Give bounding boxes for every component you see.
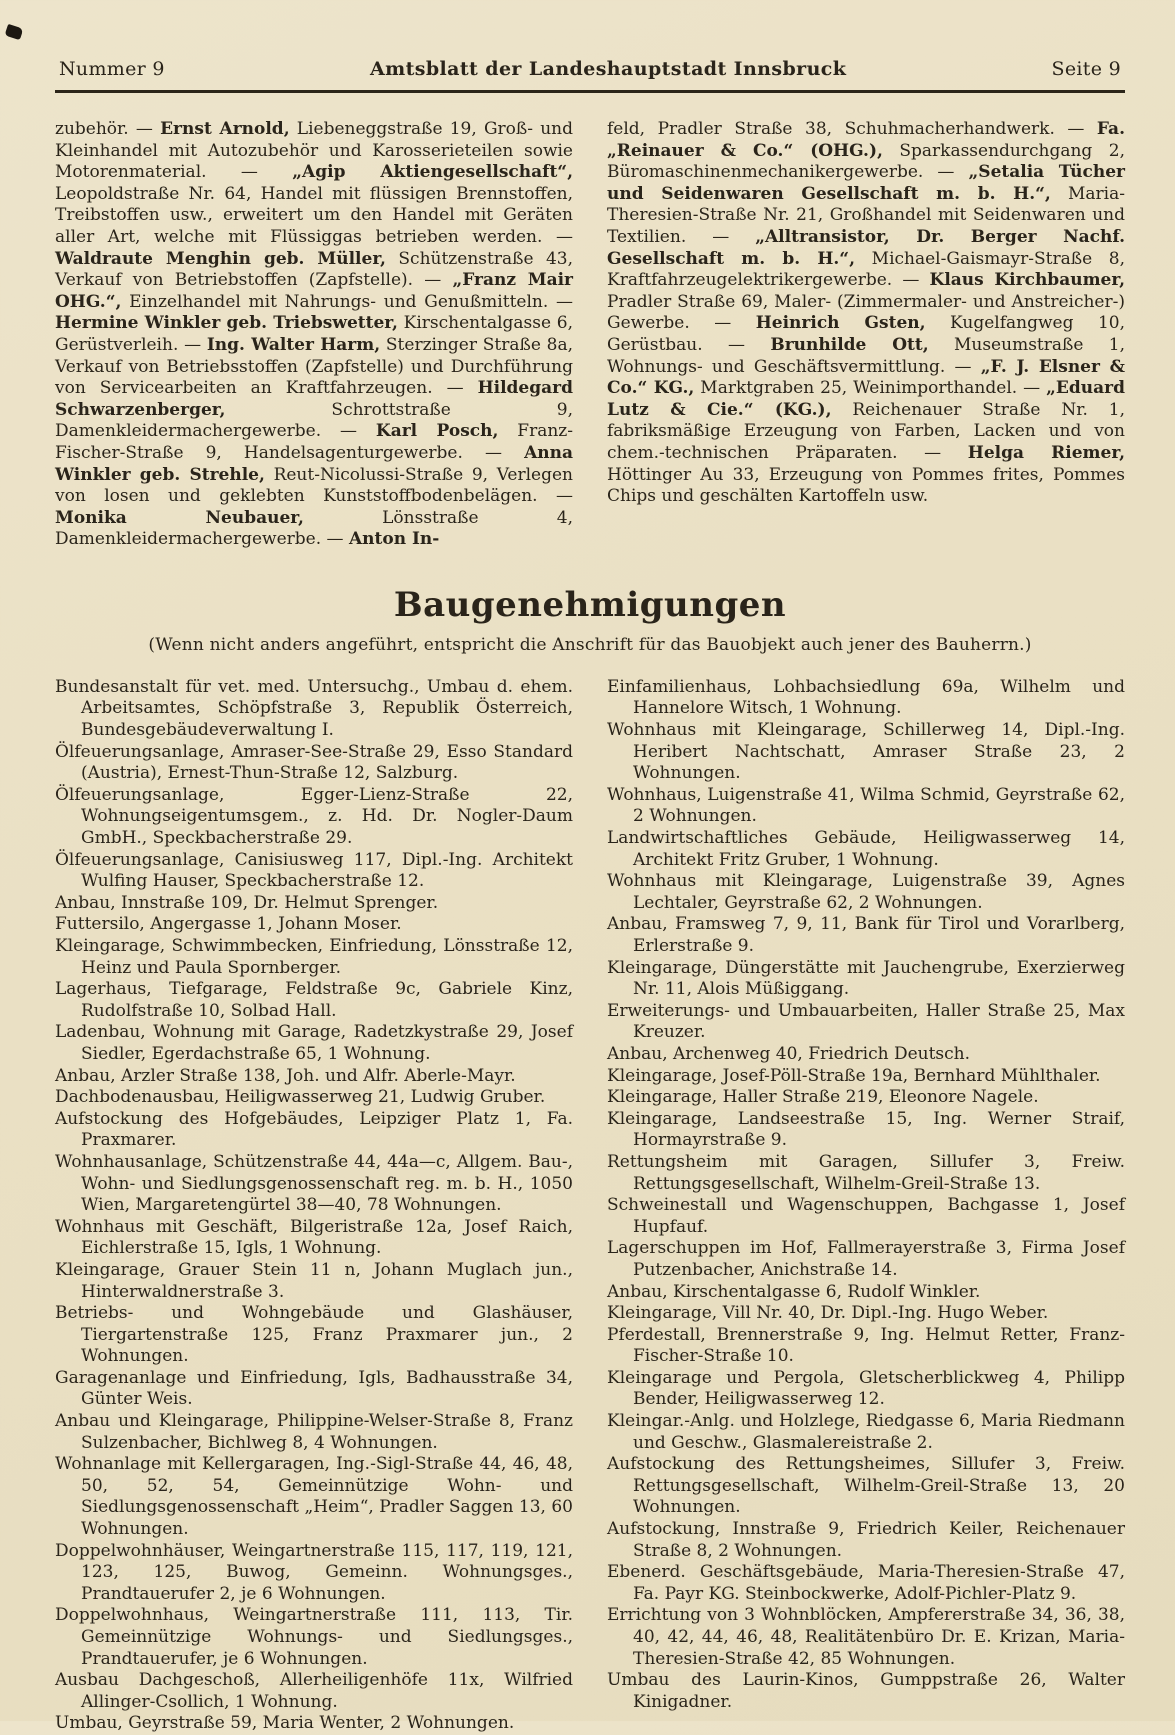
registrant-name: Klaus Kirchbaumer, — [929, 270, 1126, 291]
permits-section — [55, 677, 1125, 1735]
permit-entry: Ölfeuerungsanlage, Egger-Lienz-Straße 22, Wohnungseigentumsgem., z. Hd. Dr. Nogler-Daum GmbH., Speckbacherstraße 29. — [55, 784, 573, 849]
registration-text: Einzelhandel mit Nahrungs- und Genußmitteln. — — [121, 291, 573, 312]
permit-entry: Aufstockung, Innstraße 9, Friedrich Keiler, Reichenauer Straße 8, 2 Wohnungen. — [607, 1519, 1125, 1561]
permits-section-header — [55, 585, 1125, 655]
permit-entry: Garagenanlage und Einfriedung, Igls, Badhausstraße 34, Günter Weis. — [55, 1367, 573, 1410]
gazette-title: Amtsblatt der Landeshauptstadt Innsbruck — [369, 58, 847, 80]
registrant-name: Fa. „Reinauer & Co.“ (OHG.), — [607, 119, 1125, 161]
permit-entry: Dachbodenausbau, Heiligwasserweg 21, Ludwig Gruber. — [55, 1087, 546, 1108]
registration-text: Maria-Theresien-Straße Nr. 21, Großhandel mit Seidenwaren und Textilien. — — [607, 183, 1126, 247]
permit-entry: Kleingarage und Pergola, Gletscherblickweg 4, Philipp Bender, Heiligwasserweg 12. — [607, 1367, 1125, 1410]
registration-text: Museumstraße 1, Wohnungs- und Geschäftsvermittlung. — — [607, 334, 1125, 377]
permit-entry: Betriebs- und Wohngebäude und Glashäuser, Tiergartenstraße 125, Franz Praxmarer jun., 2 Wohnungen. — [55, 1303, 573, 1367]
registration-text: Sterzinger Straße 8a, Verkauf von Betriebsstoffen (Zapfstelle) und Durchführung von Servicearbeiten an Kraftfahrzeugen. — — [55, 334, 573, 399]
permit-entry: Anbau und Kleingarage, Philippine-Welser-Straße 8, Franz Sulzenbacher, Bichlweg 8, 4 Wohnungen. — [55, 1411, 573, 1453]
permit-entry: Wohnhausanlage, Schützenstraße 44, 44a—c, Allgem. Bau-, Wohn- und Siedlungsgenossenschaft reg. m. b. H., 1050 Wien, Margaretengürtel 38—40, 78 Wohnungen. — [55, 1151, 573, 1216]
permit-entry: Doppelwohnhäuser, Weingartnerstraße 115, 117, 119, 121, 123, 125, Buwog, Gemeinn. Wohnungsges., Prandtauerufer 2, je 6 Wohnungen. — [55, 1540, 573, 1604]
permits-right-column — [607, 677, 1125, 1735]
registrations-right-paragraph — [607, 119, 1125, 508]
registrant-name: Hermine Winkler geb. Triebswetter, — [55, 313, 398, 334]
registrant-name: Helga Riemer, — [967, 442, 1125, 463]
permit-entry: Kleingarage, Düngerstätte mit Jauchengrube, Exerzierweg Nr. 11, Alois Müßiggang. — [607, 957, 1125, 1000]
registration-text: Lönsstraße 4, Damenkleidermachergewerbe. — — [55, 507, 573, 550]
permit-entry: Ausbau Dachgeschoß, Allerheiligenhöfe 11x, Wilfried Allinger-Csollich, 1 Wohnung. — [55, 1670, 573, 1712]
registrant-name: Anna Winkler geb. Strehle, — [55, 442, 573, 485]
permit-entry: Ölfeuerungsanlage, Canisiusweg 117, Dipl.-Ing. Architekt Wulfing Hauser, Speckbacherstraße 12. — [55, 849, 573, 892]
permit-entry: Umbau, Geyrstraße 59, Maria Wenter, 2 Wohnungen. — [55, 1713, 515, 1734]
permit-entry: Anbau, Framsweg 7, 9, 11, Bank für Tirol und Vorarlberg, Erlerstraße 9. — [607, 914, 1125, 956]
permit-entry: Futtersilo, Angergasse 1, Johann Moser. — [55, 914, 402, 935]
registrant-name: Brunhilde Ott, — [770, 334, 929, 355]
permit-entry: Lagerschuppen im Hof, Fallmerayerstraße 3, Firma Josef Putzenbacher, Anichstraße 14. — [607, 1238, 1125, 1280]
registration-text: Leopoldstraße Nr. 64, Handel mit flüssigen Brennstoffen, Treibstoffen usw., erweitert um den Handel mit Geräten aller Art, welche mit Flüssiggas betrieben werden. — — [55, 183, 573, 247]
permit-entry: Wohnhaus, Luigenstraße 41, Wilma Schmid, Geyrstraße 62, 2 Wohnungen. — [607, 784, 1125, 827]
registrant-name: „Eduard Lutz & Cie.“ (KG.), — [607, 378, 1125, 420]
permit-entry: Wohnanlage mit Kellergaragen, Ing.-Sigl-Straße 44, 46, 48, 50, 52, 54, Gemeinnützige Wohn- und Siedlungsgenossenschaft „Heim“, Pradler Saggen 13, 60 Wohnungen. — [55, 1454, 573, 1540]
registration-text: Schrottstraße 9, Damenkleidermachergewerbe. — — [55, 399, 573, 442]
permit-entry: Anbau, Arzler Straße 138, Joh. und Alfr. Aberle-Mayr. — [55, 1065, 516, 1086]
registration-text: Höttinger Au 33, Erzeugung von Pommes frites, Pommes Chips und geschälten Kartoffeln usw. — [607, 464, 1125, 507]
registration-text: feld, Pradler Straße 38, Schuhmacherhandwerk. — — [607, 119, 1097, 139]
permit-entry: Kleingarage, Vill Nr. 40, Dr. Dipl.-Ing. Hugo Weber. — [607, 1303, 1049, 1324]
registration-text: Schützenstraße 43, Verkauf von Betriebstoffen (Zapfstelle). — — [55, 248, 573, 291]
permit-entry: Aufstockung des Rettungsheimes, Sillufer 3, Freiw. Rettungsgesellschaft, Wilhelm-Greil-Straße 13, 20 Wohnungen. — [607, 1454, 1125, 1518]
permit-entry: Wohnhaus mit Kleingarage, Luigenstraße 39, Agnes Lechtaler, Geyrstraße 62, 2 Wohnungen. — [607, 871, 1125, 913]
registration-text: zubehör. — — [55, 119, 161, 139]
permit-entry: Landwirtschaftliches Gebäude, Heiligwasserweg 14, Architekt Fritz Gruber, 1 Wohnung. — [607, 828, 1125, 870]
registrations-right-column — [607, 119, 1125, 551]
registrant-name: Ernst Arnold, — [160, 119, 290, 139]
registration-text: Reichenauer Straße Nr. 1, fabriksmäßige Erzeugung von Farben, Lacken und von chem.-technischen Präparaten. — — [607, 399, 1125, 463]
permit-entry: Anbau, Archenweg 40, Friedrich Deutsch. — [607, 1043, 971, 1064]
permit-entry: Ebenerd. Geschäftsgebäude, Maria-Theresien-Straße 47, Fa. Payr KG. Steinbockwerke, Adolf-Pichler-Platz 9. — [607, 1562, 1125, 1604]
permit-entry: Umbau des Laurin-Kinos, Gumppstraße 26, Walter Kinigadner. — [607, 1670, 1125, 1712]
permit-entry: Kleingarage, Grauer Stein 11 n, Johann Muglach jun., Hinterwaldnerstraße 3. — [55, 1259, 573, 1302]
permit-entry: Kleingarage, Landseestraße 15, Ing. Werner Straif, Hormayrstraße 9. — [607, 1108, 1125, 1151]
page-number: Seite 9 — [1051, 58, 1121, 80]
permit-entry: Aufstockung des Hofgebäudes, Leipziger Platz 1, Fa. Praxmarer. — [55, 1108, 573, 1151]
registrant-name: „Setalia Tücher und Seidenwaren Gesellschaft m. b. H.“, — [607, 162, 1125, 204]
permit-entry: Ladenbau, Wohnung mit Garage, Radetzkystraße 29, Josef Siedler, Egerdachstraße 65, 1 Wohnung. — [55, 1022, 573, 1064]
registration-text: Michael-Gaismayr-Straße 8, Kraftfahrzeugelektrikergewerbe. — — [607, 248, 1126, 291]
registration-text: Pradler Straße 69, Maler- (Zimmermaler- und Anstreicher-) Gewerbe. — — [607, 291, 1125, 334]
permit-entry: Wohnhaus mit Kleingarage, Schillerweg 14, Dipl.-Ing. Heribert Nachtschatt, Amraser Straße 23, 2 Wohnungen. — [607, 720, 1125, 784]
permit-entry: Wohnhaus mit Geschäft, Bilgeristraße 12a, Josef Raich, Eichlerstraße 15, Igls, 1 Wohnung. — [55, 1216, 573, 1259]
registrant-name: „Alltransistor, Dr. Berger Nachf. Gesellschaft m. b. H.“, — [607, 226, 1125, 269]
registration-text: Liebeneggstraße 19, Groß- und Kleinhandel mit Autozubehör und Karosserieteilen sowie Motorenmaterial. — — [55, 119, 573, 183]
section-note: (Wenn nicht anders angeführt, entspricht die Anschrift für das Bauobjekt auch jener des Bauherrn.) — [148, 634, 1032, 655]
permit-entry: Lagerhaus, Tiefgarage, Feldstraße 9c, Gabriele Kinz, Rudolfstraße 10, Solbad Hall. — [55, 979, 573, 1021]
registrant-name: Hildegard Schwarzenberger, — [55, 378, 573, 420]
permit-entry: Kleingarage, Haller Straße 219, Eleonore Nagele. — [607, 1087, 1039, 1108]
permit-entry: Kleingarage, Josef-Pöll-Straße 19a, Bernhard Mühlthaler. — [607, 1065, 1101, 1086]
permit-entry: Einfamilienhaus, Lohbachsiedlung 69a, Wilhelm und Hannelore Witsch, 1 Wohnung. — [607, 676, 1125, 719]
permit-entry: Bundesanstalt für vet. med. Untersuchg., Umbau d. ehem. Arbeitsamtes, Schöpfstraße 3, Republik Österreich, Bundesgebäudeverwaltung I. — [55, 676, 573, 741]
registrant-name: Waldraute Menghin geb. Müller, — [55, 248, 386, 269]
registrations-left-paragraph — [55, 119, 573, 551]
issue-number: Nummer 9 — [59, 58, 165, 80]
registration-text: Kirschentalgasse 6, Gerüstverleih. — — [55, 313, 573, 355]
permit-entry: Erweiterungs- und Umbauarbeiten, Haller Straße 25, Max Kreuzer. — [607, 1000, 1125, 1043]
registrant-name: Heinrich Gsten, — [755, 313, 926, 334]
permit-entry: Doppelwohnhaus, Weingartnerstraße 111, 113, Tir. Gemeinnützige Wohnungs- und Siedlungsges., Prandtauerufer, je 6 Wohnungen. — [55, 1605, 573, 1669]
permit-entry: Kleingar.-Anlg. und Holzlege, Riedgasse 6, Maria Riedmann und Geschw., Glasmalereistraße 2. — [607, 1411, 1125, 1453]
registration-text: Sparkassendurchgang 2, Büromaschinenmechanikergewerbe. — — [607, 140, 1125, 183]
registrant-name: Ing. Walter Harm, — [206, 334, 381, 355]
registration-text: Marktgraben 25, Weinimporthandel. — — [694, 378, 1047, 399]
permit-entry: Schweinestall und Wagenschuppen, Bachgasse 1, Josef Hupfauf. — [607, 1195, 1125, 1237]
registrant-name: Karl Posch, — [375, 421, 499, 442]
registration-text: Reut-Nicolussi-Straße 9, Verlegen von losen und geklebten Kunststoffbodenbelägen. — — [55, 464, 573, 507]
permit-entry: Rettungsheim mit Garagen, Sillufer 3, Freiw. Rettungsgesellschaft, Wilhelm-Greil-Straße 13. — [607, 1151, 1125, 1194]
registrant-name: „Franz Mair OHG.“, — [55, 270, 573, 312]
registrant-name: „Agip Aktiengesellschaft“, — [292, 162, 573, 183]
section-title: Baugenehmigungen — [393, 584, 787, 625]
registrant-name: Anton In- — [348, 529, 440, 550]
registrant-name: Monika Neubauer, — [55, 507, 304, 528]
permits-left-column — [55, 677, 573, 1735]
registration-text: Kugelfangweg 10, Gerüstbau. — — [607, 313, 1125, 355]
registration-text: Franz-Fischer-Straße 9, Handelsagenturgewerbe. — — [55, 421, 573, 463]
permit-entry: Pferdestall, Brennerstraße 9, Ing. Helmut Retter, Franz-Fischer-Straße 10. — [607, 1324, 1125, 1367]
permit-entry: Anbau, Innstraße 109, Dr. Helmut Sprenger. — [55, 892, 439, 913]
permit-entry: Errichtung von 3 Wohnblöcken, Ampfererstraße 34, 36, 38, 40, 42, 44, 46, 48, Realitätenbüro Dr. E. Krizan, Maria-Theresien-Straße 42, 85 Wohnungen. — [607, 1605, 1125, 1669]
permit-entry: Anbau, Kirschentalgasse 6, Rudolf Winkler. — [607, 1281, 981, 1302]
masthead — [55, 58, 1125, 93]
registrations-left-column — [55, 119, 573, 551]
permit-entry: Ölfeuerungsanlage, Amraser-See-Straße 29, Esso Standard (Austria), Ernest-Thun-Straße 12, Salzburg. — [55, 741, 573, 784]
trade-registrations-section — [55, 119, 1125, 551]
registrant-name: „F. J. Elsner & Co.“ KG., — [607, 356, 1126, 399]
permit-entry: Kleingarage, Schwimmbecken, Einfriedung, Lönsstraße 12, Heinz und Paula Spornberger. — [55, 936, 573, 978]
